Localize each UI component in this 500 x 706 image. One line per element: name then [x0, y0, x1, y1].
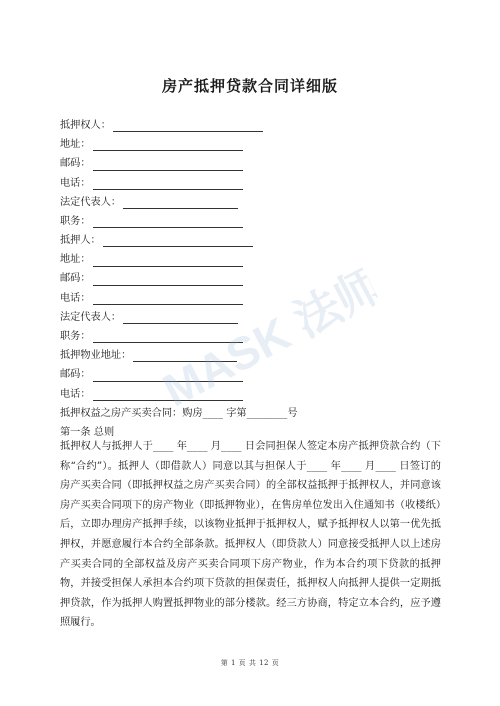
form-field-row	[60, 231, 440, 250]
section-heading: 第一条 总则	[60, 427, 115, 438]
field-label: 抵押权人：	[60, 119, 111, 131]
blank-fill-line[interactable]	[93, 214, 243, 228]
field-label: 法定代表人：	[60, 311, 122, 323]
form-field-row	[60, 385, 440, 404]
field-label: 邮码：	[60, 158, 91, 170]
blank-fill-line[interactable]	[93, 272, 243, 286]
blank-fill-line[interactable]	[93, 137, 243, 151]
field-label: 邮码：	[60, 369, 91, 381]
blank-fill-line[interactable]	[93, 157, 243, 171]
field-label: 电话：	[60, 388, 91, 400]
document-title: 房产抵押贷款合同详细版	[161, 77, 338, 95]
blank-fill-line[interactable]	[133, 348, 237, 362]
form-field-row	[60, 135, 440, 154]
form-field-row	[60, 346, 440, 365]
form-field-row	[60, 308, 440, 327]
blank-fill-line[interactable]	[93, 176, 243, 190]
field-label: 地址：	[60, 254, 91, 266]
blank-fill-line[interactable]	[123, 310, 238, 324]
form-field-row	[60, 327, 440, 346]
blank-fill-line[interactable]	[103, 233, 253, 247]
page-footer: 第 1 页 共 12 页	[220, 659, 280, 667]
field-label: 电话：	[60, 292, 91, 304]
field-label: 抵押人：	[60, 235, 101, 247]
form-field-row	[60, 365, 440, 384]
watermark-text: MASK 法师兄	[154, 236, 397, 417]
purchase-contract-line: 抵押权益之房产买卖合同：购房____ 字第________号	[60, 407, 298, 419]
blank-fill-line[interactable]	[93, 368, 243, 382]
form-field-row	[60, 289, 440, 308]
form-field-row	[60, 270, 440, 289]
party-fields	[60, 116, 440, 442]
blank-fill-line[interactable]	[93, 291, 243, 305]
blank-fill-line[interactable]	[93, 387, 243, 401]
field-label: 电话：	[60, 177, 91, 189]
field-label: 地址：	[60, 139, 91, 151]
blank-fill-line[interactable]	[93, 253, 243, 267]
form-field-row	[60, 250, 440, 269]
blank-fill-line[interactable]	[93, 329, 243, 343]
field-label: 法定代表人：	[60, 196, 122, 208]
form-field-row	[60, 116, 440, 135]
form-field-row	[60, 174, 440, 193]
field-label: 职务：	[60, 331, 91, 343]
form-field-row	[60, 212, 440, 231]
form-field-row	[60, 154, 440, 173]
field-label: 邮码：	[60, 273, 91, 285]
form-field-row	[60, 193, 440, 212]
field-label: 抵押物业地址：	[60, 350, 132, 362]
blank-fill-line[interactable]	[123, 195, 238, 209]
general-provisions-paragraph: 抵押权人与抵押人于____ 年____ 月____ 日会同担保人签定本房产抵押贷款合约（下称“合约”）。抵押人（即借款人）同意以其与担保人于____ 年____ 月____ 日签订的房产买卖合同（即抵押权益之房产买卖合同）的全部权益抵押于抵押权人，并同意该房产买卖合同项下的房产物业（即抵押物业），在售房单位发出入住通知书（收楼纸）后，立即办理房产抵押手续，以该物业抵押于抵押权人，赋予抵押权人以第一优先抵押权，并愿意履行本合约全部条款。抵押权人（即贷款人）同意接受抵押人以上述房产买卖合同的全部权益及房产买卖合同项下房产物业，作为本合约项下贷款的抵押物，并接受担保人承担本合约项下贷款的担保责任，抵押权人向抵押人提供一定期抵押贷款，作为抵押人购置抵押物业的部分楼款。经三方协商，特定立本合约，应予遵照履行。	[60, 441, 441, 629]
blank-fill-line[interactable]	[113, 118, 263, 132]
field-label: 职务：	[60, 215, 91, 227]
